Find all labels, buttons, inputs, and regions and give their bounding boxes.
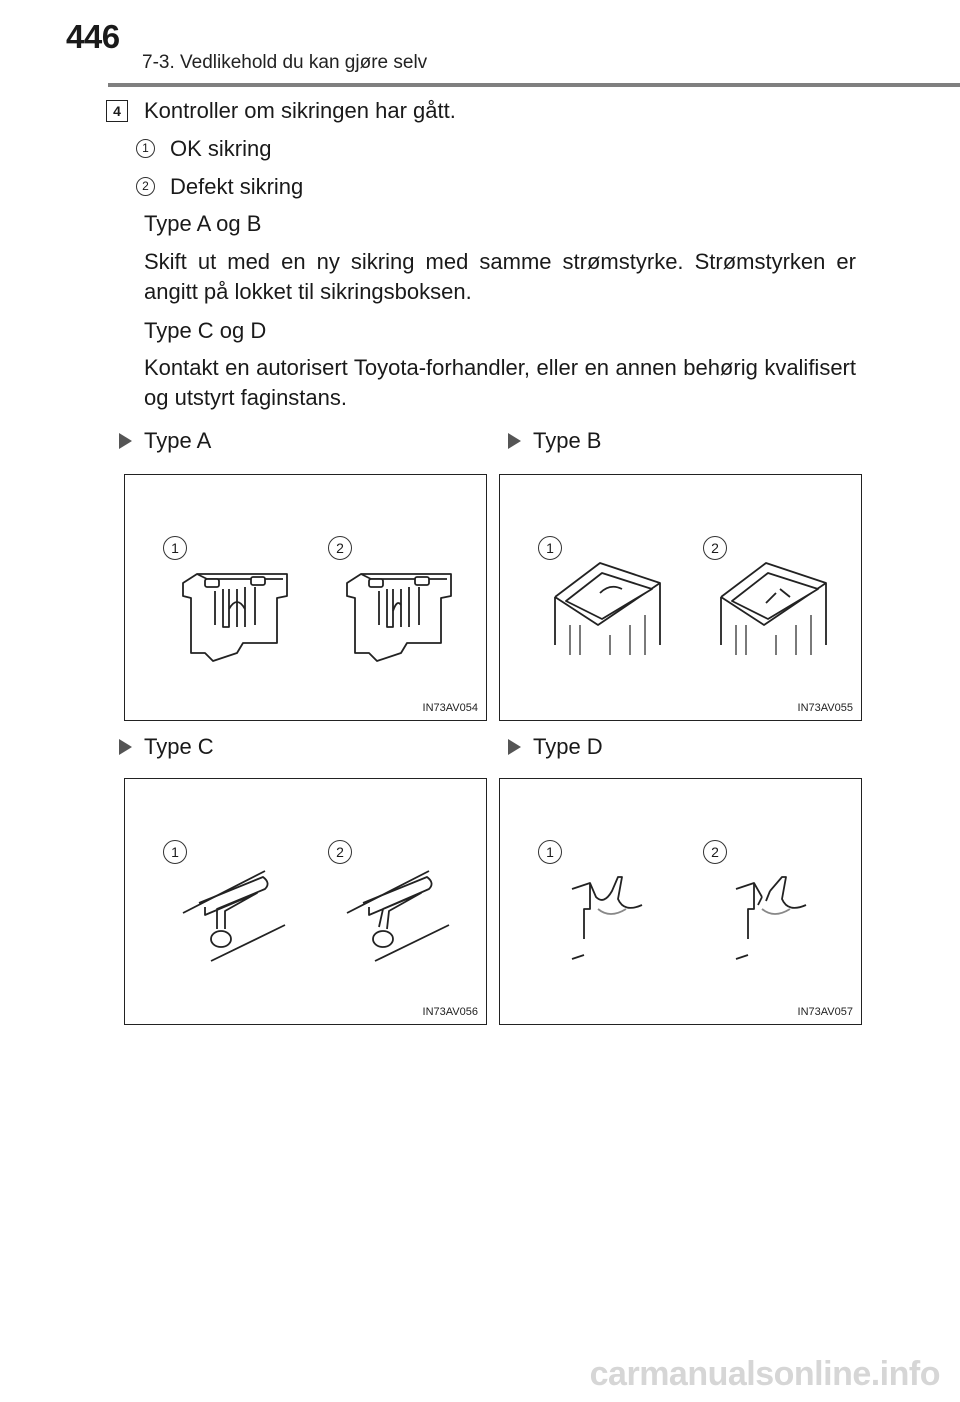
item-number-1: 1 <box>136 139 155 158</box>
item-number-2: 2 <box>136 177 155 196</box>
figure-label-type-a: Type A <box>144 428 212 453</box>
figure-type-d <box>499 778 862 1025</box>
callout-2: 2 <box>703 840 727 864</box>
callout-2: 2 <box>328 840 352 864</box>
figure-code: IN73AV057 <box>797 1006 853 1018</box>
callout-1: 1 <box>538 840 562 864</box>
triangle-bullet-icon <box>508 739 521 755</box>
type-cd-text: Kontakt en autorisert Toyota-forhandler, eller en annen behørig kvalifisert og utstyrt faginstans. <box>144 355 856 410</box>
figure-label-type-c: Type C <box>144 734 214 759</box>
header-rule <box>108 83 960 87</box>
triangle-bullet-icon <box>508 433 521 449</box>
callout-1: 1 <box>538 536 562 560</box>
step-title: Kontroller om sikringen har gått. <box>144 98 456 123</box>
callout-2: 2 <box>703 536 727 560</box>
triangle-bullet-icon <box>119 433 132 449</box>
figure-code: IN73AV056 <box>422 1006 478 1018</box>
type-ab-text: Skift ut med en ny sikring med samme strømstyrke. Strømstyrken er angitt på lokket til sikringsboksen. <box>144 249 856 304</box>
section-title: 7-3. Vedlikehold du kan gjøre selv <box>142 52 428 73</box>
type-ab-heading: Type A og B <box>144 211 262 236</box>
figure-type-c <box>124 778 487 1025</box>
figure-code: IN73AV055 <box>797 702 853 714</box>
figure-type-b <box>499 474 862 721</box>
callout-1: 1 <box>163 840 187 864</box>
fuse-type-c-illustration <box>125 779 488 1026</box>
figure-type-a <box>124 474 487 721</box>
fuse-type-b-illustration <box>500 475 863 722</box>
step-number-box: 4 <box>106 100 128 122</box>
triangle-bullet-icon <box>119 739 132 755</box>
fuse-type-d-illustration <box>500 779 863 1026</box>
callout-1: 1 <box>163 536 187 560</box>
item-label-blown-fuse: Defekt sikring <box>170 174 304 199</box>
type-cd-heading: Type C og D <box>144 318 267 343</box>
figure-code: IN73AV054 <box>422 702 478 714</box>
figure-label-type-b: Type B <box>533 428 602 453</box>
figure-label-type-d: Type D <box>533 734 603 759</box>
watermark: carmanualsonline.info <box>589 1355 940 1393</box>
callout-2: 2 <box>328 536 352 560</box>
page-number: 446 <box>66 18 120 55</box>
item-label-ok-fuse: OK sikring <box>170 136 272 161</box>
fuse-type-a-illustration <box>125 475 488 722</box>
